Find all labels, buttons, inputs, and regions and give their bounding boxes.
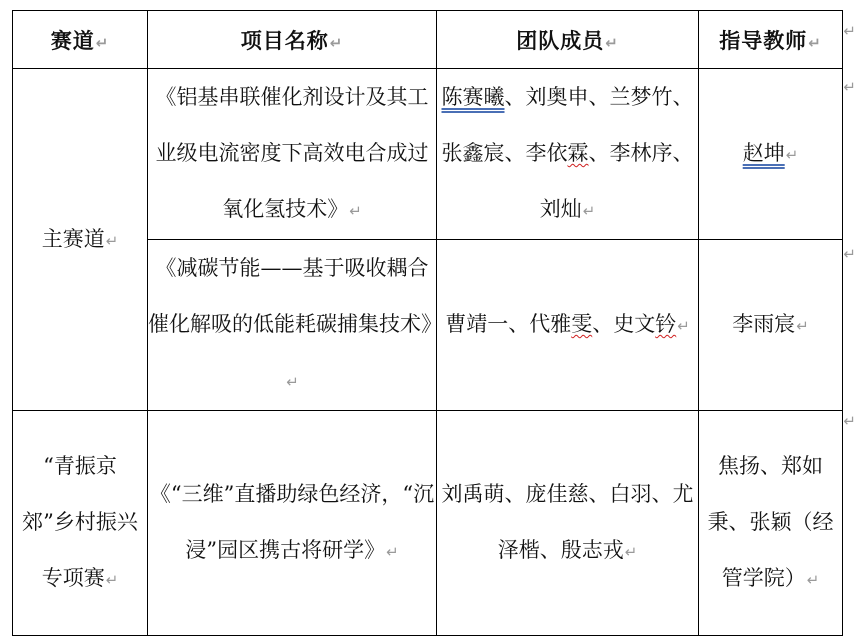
members-cell: 刘禹萌、庞佳慈、白羽、尤泽楷、殷志戎↵ <box>437 411 699 636</box>
table-row <box>13 411 843 636</box>
end-of-row-mark: ↵ <box>843 22 856 40</box>
paragraph-mark: ↵ <box>105 231 119 250</box>
table-header-row <box>13 11 843 69</box>
project-cell: 《减碳节能——基于吸收耦合催化解吸的低能耗碳捕集技术》↵ <box>148 240 437 411</box>
paragraph-mark: ↵ <box>329 33 344 52</box>
spell-check-underline: 霖 <box>567 141 589 165</box>
paragraph-mark: ↵ <box>806 571 820 589</box>
advisor-cell: 焦扬、郑如秉、张颖（经管学院）↵ <box>699 411 843 636</box>
paragraph-mark: ↵ <box>785 146 799 164</box>
paragraph-mark: ↵ <box>677 317 690 335</box>
project-cell: 《铝基串联催化剂设计及其工业级电流密度下高效电合成过氧化氢技术》↵ <box>148 69 437 240</box>
advisor-cell: 李雨宸↵ <box>699 240 843 411</box>
header-advisor: 指导教师↵ <box>699 11 843 69</box>
advisor-cell <box>699 69 843 240</box>
spell-check-underline: 钤 <box>655 312 677 336</box>
paragraph-mark: ↵ <box>808 33 822 52</box>
end-of-row-mark: ↵ <box>843 245 856 263</box>
header-track: 赛道↵ <box>13 11 148 69</box>
paragraph-mark: ↵ <box>796 317 809 335</box>
track-cell: “青振京郊”乡村振兴专项赛↵ <box>13 411 148 636</box>
members-cell: 陈赛曦、刘奥申、兰梦竹、张鑫宸、李依霖、李林序、刘灿↵ <box>437 69 699 240</box>
end-of-row-mark: ↵ <box>843 412 856 430</box>
spell-check-underline: 雯 <box>571 312 593 336</box>
spell-check-underline: 陈赛曦 <box>441 85 505 109</box>
project-cell: 《“三维”直播助绿色经济，“沉浸”园区携古将研学》↵ <box>148 411 437 636</box>
paragraph-mark: ↵ <box>105 571 119 589</box>
paragraph-mark: ↵ <box>286 373 299 391</box>
awards-table <box>12 10 843 636</box>
table-row <box>13 69 843 240</box>
track-cell: 主赛道↵ <box>13 69 148 411</box>
paragraph-mark: ↵ <box>386 543 399 561</box>
paragraph-mark: ↵ <box>582 202 596 220</box>
header-members: 团队成员↵ <box>437 11 699 69</box>
header-project: 项目名称↵ <box>148 11 437 69</box>
paragraph-mark: ↵ <box>624 543 638 561</box>
end-of-row-mark: ↵ <box>843 78 856 96</box>
spell-check-underline: 赵坤 <box>742 141 785 165</box>
paragraph-mark: ↵ <box>95 33 110 52</box>
paragraph-mark: ↵ <box>349 202 362 220</box>
members-cell: 曹靖一、代雅雯、史文钤↵ <box>437 240 699 411</box>
paragraph-mark: ↵ <box>605 33 619 52</box>
